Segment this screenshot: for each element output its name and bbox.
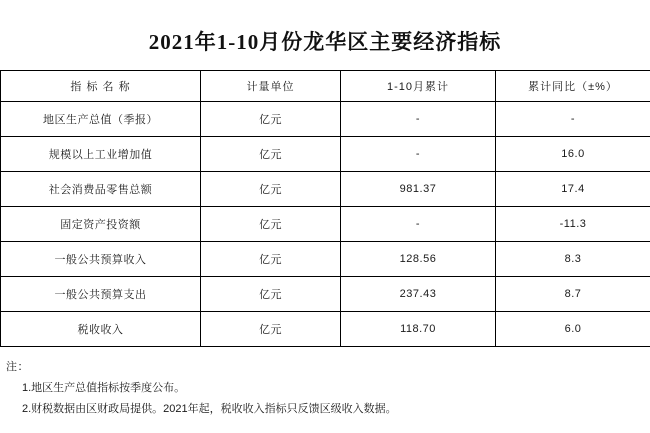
- cell-unit: 亿元: [201, 242, 341, 277]
- title-container: [0, 0, 650, 70]
- table-header: [1, 71, 650, 102]
- cell-unit: 亿元: [201, 172, 341, 207]
- column-header-cumulative: 1-10月累计: [341, 71, 496, 102]
- cell-yoy: 6.0: [496, 312, 650, 347]
- cell-indicator: 一般公共预算收入: [1, 242, 201, 277]
- cell-indicator: 固定资产投资额: [1, 207, 201, 242]
- cell-yoy: -11.3: [496, 207, 650, 242]
- cell-yoy: -: [496, 102, 650, 137]
- table-row: [1, 242, 650, 277]
- table-row: [1, 137, 650, 172]
- cell-cumulative: 128.56: [341, 242, 496, 277]
- cell-unit: 亿元: [201, 312, 341, 347]
- cell-cumulative: -: [341, 102, 496, 137]
- cell-yoy: 8.7: [496, 277, 650, 312]
- cell-cumulative: 981.37: [341, 172, 496, 207]
- column-header-indicator: 指 标 名 称: [1, 71, 201, 102]
- table-header-row: [1, 71, 650, 102]
- table-row: [1, 207, 650, 242]
- cell-unit: 亿元: [201, 277, 341, 312]
- cell-indicator: 地区生产总值（季报）: [1, 102, 201, 137]
- table-row: [1, 312, 650, 347]
- cell-yoy: 8.3: [496, 242, 650, 277]
- footnote-line: 2.财税数据由区财政局提供。2021年起，税收收入指标只反馈区级收入数据。: [22, 402, 397, 415]
- cell-cumulative: 237.43: [341, 277, 496, 312]
- footnotes-heading: 注：: [6, 361, 29, 373]
- cell-indicator: 一般公共预算支出: [1, 277, 201, 312]
- cell-yoy: 16.0: [496, 137, 650, 172]
- cell-cumulative: 118.70: [341, 312, 496, 347]
- page-title: 2021年1-10月份龙华区主要经济指标: [148, 30, 502, 54]
- cell-unit: 亿元: [201, 102, 341, 137]
- cell-indicator: 税收收入: [1, 312, 201, 347]
- column-header-unit: 计量单位: [201, 71, 341, 102]
- cell-indicator: 社会消费品零售总额: [1, 172, 201, 207]
- cell-cumulative: -: [341, 137, 496, 172]
- economic-indicators-table: [0, 70, 650, 347]
- cell-cumulative: -: [341, 207, 496, 242]
- cell-unit: 亿元: [201, 137, 341, 172]
- footnote-line: 1.地区生产总值指标按季度公布。: [22, 381, 186, 394]
- cell-indicator: 规模以上工业增加值: [1, 137, 201, 172]
- cell-yoy: 17.4: [496, 172, 650, 207]
- table-body: [1, 102, 650, 347]
- footnotes: [0, 347, 650, 420]
- table-row: [1, 102, 650, 137]
- table-row: [1, 277, 650, 312]
- table-row: [1, 172, 650, 207]
- column-header-yoy: 累计同比（±%）: [496, 71, 650, 102]
- cell-unit: 亿元: [201, 207, 341, 242]
